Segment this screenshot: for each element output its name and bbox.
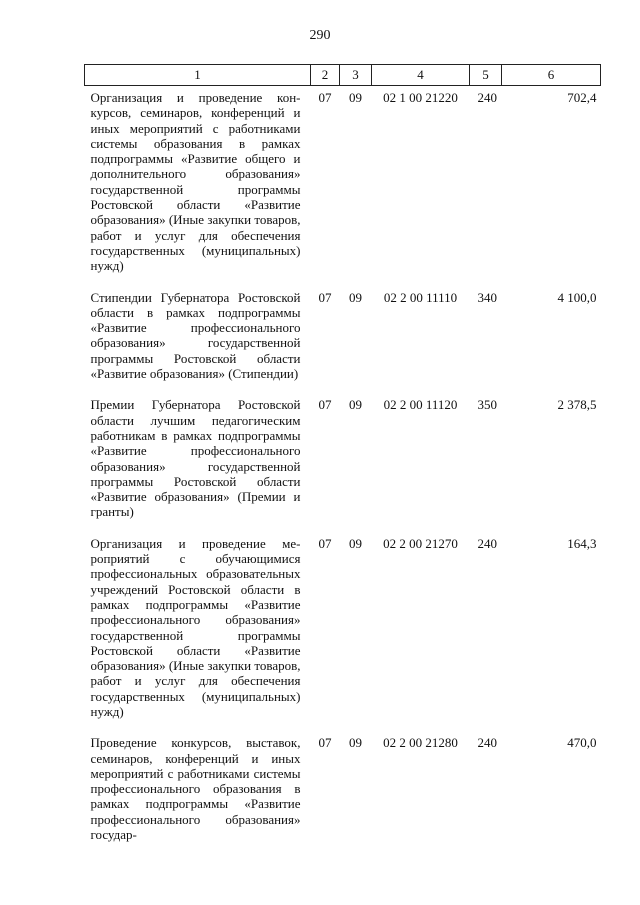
row-expense-type: 240 bbox=[477, 535, 497, 551]
row-target-article: 02 2 00 21270 bbox=[383, 535, 458, 551]
row-description: Проведение конкурсов, выставок, семинаров, конференций и иных мероприятий с работниками системы профессионального образования в рамках подпрограммы «Развитие профессионального образования» государ- bbox=[90, 735, 301, 843]
table-row bbox=[85, 393, 601, 531]
row-description: Премии Губернатора Ростовской области лучшим педагогическим работникам в рамках подпрограммы «Развитие профессионального образования» государственной программы Ростовской области «Развитие образования» (Премии и гранты) bbox=[90, 397, 301, 520]
row-subsection-code: 09 bbox=[349, 397, 362, 413]
budget-table bbox=[84, 64, 601, 854]
row-description: Организация и проведение мероприятий с обучающимися профессиональных образовательных учреждений Ростовской области в рамках подпрограммы «Развитие профессионального образования» государственной программы Ростовской области «Развитие образования» (Иные закупки товаров, работ и услуг для обеспечения государственных (муниципальных) нужд) bbox=[90, 535, 301, 719]
row-section-code: 07 bbox=[318, 90, 332, 105]
table-row bbox=[85, 731, 601, 854]
row-section-code: 07 bbox=[318, 535, 332, 551]
row-amount: 2 378,5 bbox=[557, 397, 597, 413]
header-col-3: 3 bbox=[340, 65, 372, 86]
header-col-5: 5 bbox=[470, 65, 502, 86]
row-expense-type: 350 bbox=[477, 397, 497, 413]
row-target-article: 02 2 00 11110 bbox=[383, 289, 458, 305]
header-col-4: 4 bbox=[372, 65, 470, 86]
row-expense-type: 340 bbox=[477, 289, 497, 305]
row-subsection-code: 09 bbox=[349, 535, 362, 551]
row-subsection-code: 09 bbox=[349, 735, 362, 751]
row-amount: 470,0 bbox=[567, 735, 597, 751]
row-target-article: 02 2 00 21280 bbox=[383, 735, 458, 751]
header-col-2: 2 bbox=[311, 65, 340, 86]
row-expense-type: 240 bbox=[477, 735, 497, 751]
row-section-code: 07 bbox=[318, 289, 332, 305]
row-amount: 4 100,0 bbox=[557, 289, 597, 305]
row-description: Стипендии Губернатора Ростовской области в рамках подпрограммы «Развитие профессионального образования» государственной программы Ростовской области «Развитие образования» (Стипендии) bbox=[90, 289, 301, 382]
row-expense-type: 240 bbox=[477, 90, 497, 105]
row-target-article: 02 2 00 11120 bbox=[383, 397, 458, 413]
row-target-article: 02 1 00 21220 bbox=[383, 90, 458, 105]
row-subsection-code: 09 bbox=[349, 289, 362, 305]
row-description: Организация и проведение конкурсов, семинаров, конференций и иных мероприятий с работниками системы образования в рамках подпрограммы «Развитие общего и дополнительного образования» государственной программы Ростовской области «Развитие образования» (Иные закупки товаров, работ и услуг для обеспечения государственных (муниципальных) нужд) bbox=[90, 90, 301, 274]
page-number: 290 bbox=[309, 28, 331, 43]
table-row bbox=[85, 532, 601, 732]
header-col-6: 6 bbox=[502, 65, 601, 86]
table-row bbox=[85, 86, 601, 286]
table-header-row bbox=[85, 65, 601, 86]
row-amount: 164,3 bbox=[567, 535, 597, 551]
row-section-code: 07 bbox=[318, 735, 332, 751]
header-col-1: 1 bbox=[85, 65, 311, 86]
row-section-code: 07 bbox=[318, 397, 332, 413]
row-amount: 702,4 bbox=[567, 90, 597, 105]
table-row bbox=[85, 286, 601, 394]
row-subsection-code: 09 bbox=[349, 90, 362, 105]
